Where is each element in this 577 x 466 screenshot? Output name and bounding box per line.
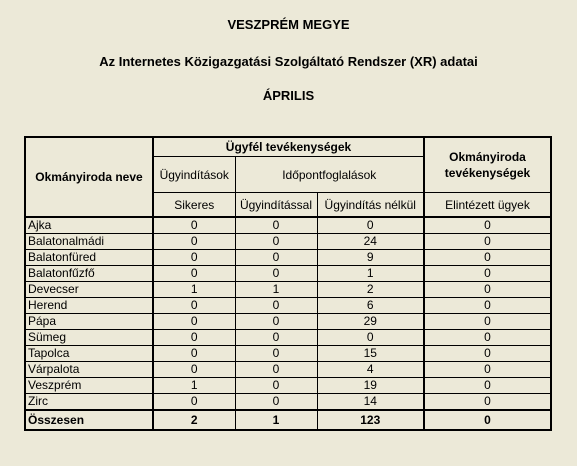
cell-completed: 0: [424, 346, 551, 362]
total-name: Összesen: [25, 410, 153, 430]
cell-name: Ajka: [25, 217, 153, 234]
cell-completed: 0: [424, 266, 551, 282]
cell-successful: 0: [153, 250, 235, 266]
cell-successful: 0: [153, 298, 235, 314]
page-subtitle: Az Internetes Közigazgatási Szolgáltató Rendszer (XR) adatai: [99, 54, 478, 69]
cell-name: Tapolca: [25, 346, 153, 362]
cell-with: 0: [235, 394, 317, 411]
cell-successful: 1: [153, 378, 235, 394]
cell-completed: 0: [424, 298, 551, 314]
cell-completed: 0: [424, 250, 551, 266]
cell-name: Balatonalmádi: [25, 234, 153, 250]
cell-successful: 0: [153, 266, 235, 282]
total-completed: 0: [424, 410, 551, 430]
table-row: [25, 346, 551, 362]
cell-without: 9: [317, 250, 424, 266]
cell-with: 0: [235, 266, 317, 282]
cell-with: 1: [235, 282, 317, 298]
cell-without: 2: [317, 282, 424, 298]
cell-without: 4: [317, 362, 424, 378]
cell-completed: 0: [424, 378, 551, 394]
cell-successful: 0: [153, 346, 235, 362]
table-row: [25, 217, 551, 234]
cell-with: 0: [235, 298, 317, 314]
cell-name: Herend: [25, 298, 153, 314]
cell-successful: 0: [153, 394, 235, 411]
table-body: [25, 217, 551, 430]
cell-with: 0: [235, 217, 317, 234]
cell-without: 29: [317, 314, 424, 330]
cell-completed: 0: [424, 314, 551, 330]
header-appointments: Időpontfoglalások: [235, 157, 424, 193]
cell-successful: 0: [153, 217, 235, 234]
cell-successful: 0: [153, 314, 235, 330]
table-row: [25, 378, 551, 394]
table-row: [25, 298, 551, 314]
table-row: [25, 394, 551, 411]
cell-name: Balatonfűzfő: [25, 266, 153, 282]
cell-completed: 0: [424, 234, 551, 250]
cell-name: Zirc: [25, 394, 153, 411]
statistics-table: [24, 136, 552, 431]
cell-with: 0: [235, 362, 317, 378]
cell-completed: 0: [424, 217, 551, 234]
header-with-case-start: Ügyindítással: [235, 193, 317, 218]
cell-completed: 0: [424, 330, 551, 346]
table-row: [25, 330, 551, 346]
cell-successful: 0: [153, 330, 235, 346]
cell-name: Balatonfüred: [25, 250, 153, 266]
cell-without: 0: [317, 330, 424, 346]
cell-successful: 0: [153, 234, 235, 250]
cell-name: Veszprém: [25, 378, 153, 394]
total-row: [25, 410, 551, 430]
header-case-starts: Ügyindítások: [153, 157, 235, 193]
cell-with: 0: [235, 330, 317, 346]
cell-name: Várpalota: [25, 362, 153, 378]
page-title: VESZPRÉM MEGYE: [227, 17, 350, 32]
cell-without: 14: [317, 394, 424, 411]
header-office-activities: Okmányiroda tevékenységek: [424, 137, 551, 193]
total-successful: 2: [153, 410, 235, 430]
header-successful: Sikeres: [153, 193, 235, 218]
cell-name: Sümeg: [25, 330, 153, 346]
cell-without: 24: [317, 234, 424, 250]
cell-name: Pápa: [25, 314, 153, 330]
cell-without: 6: [317, 298, 424, 314]
header-office-name: Okmányiroda neve: [25, 137, 153, 217]
cell-with: 0: [235, 250, 317, 266]
cell-completed: 0: [424, 394, 551, 411]
header-client-activities: Ügyfél tevékenységek: [153, 137, 424, 157]
table-row: [25, 314, 551, 330]
cell-without: 15: [317, 346, 424, 362]
cell-completed: 0: [424, 362, 551, 378]
table-row: [25, 362, 551, 378]
table-row: [25, 282, 551, 298]
cell-successful: 1: [153, 282, 235, 298]
total-without: 123: [317, 410, 424, 430]
cell-successful: 0: [153, 362, 235, 378]
table-row: [25, 234, 551, 250]
cell-name: Devecser: [25, 282, 153, 298]
cell-without: 19: [317, 378, 424, 394]
cell-with: 0: [235, 234, 317, 250]
cell-without: 0: [317, 217, 424, 234]
cell-with: 0: [235, 314, 317, 330]
total-with: 1: [235, 410, 317, 430]
cell-with: 0: [235, 378, 317, 394]
table-row: [25, 250, 551, 266]
table-row: [25, 266, 551, 282]
header-without-case-start: Ügyindítás nélkül: [317, 193, 424, 218]
header-completed-cases: Elintézett ügyek: [424, 193, 551, 218]
cell-without: 1: [317, 266, 424, 282]
cell-with: 0: [235, 346, 317, 362]
month-label: ÁPRILIS: [262, 88, 315, 103]
cell-completed: 0: [424, 282, 551, 298]
